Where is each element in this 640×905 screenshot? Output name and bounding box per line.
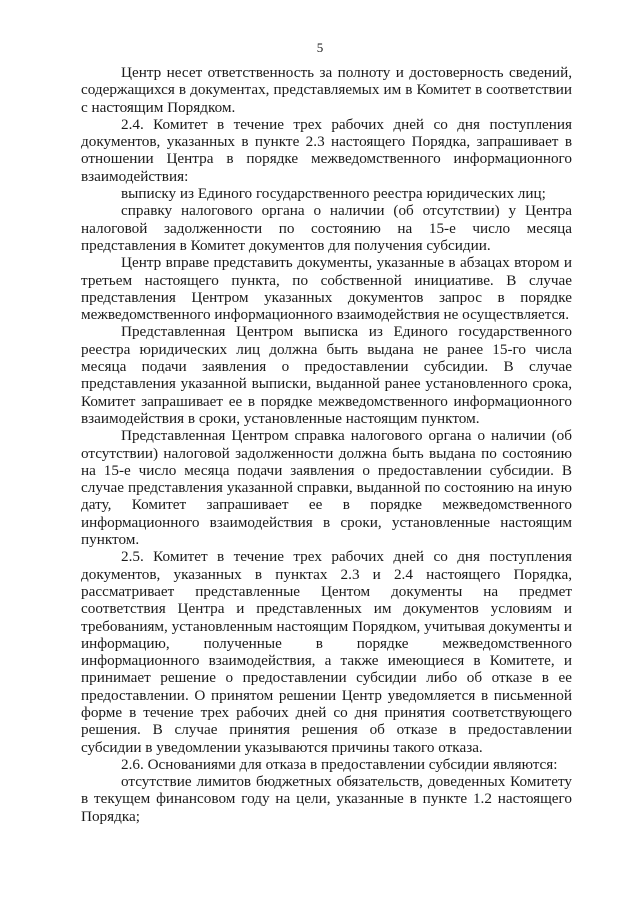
paragraph: Центр несет ответственность за полноту и достоверность сведений, содержащихся в документах, представляемых им в Комитет в соответствии с настоящим Порядком.: [81, 64, 572, 116]
paragraph: Представленная Центром справка налогового органа о наличии (об отсутствии) налоговой задолженности должна быть выдана по состоянию на 15-е число месяца подачи заявления о предоставлении субсидии. В случае представления указанной справки, выданной по состоянию на иную дату, Комитет запрашивает ее в порядке межведомственного информационного взаимодействия в сроки, установленные настоящим пунктом.: [81, 427, 572, 549]
paragraph: выписку из Единого государственного реестра юридических лиц;: [121, 185, 546, 203]
paragraph: Представленная Центром выписка из Единого государственного реестра юридических лиц должна быть выдана не ранее 15-го числа месяца подачи заявления о предоставлении субсидии. В случае представления указанной выписки, выданной ранее установленного срока, Комитет запрашивает ее в порядке межведомственного информационного взаимодействия в сроки, установленные настоящим пунктом.: [81, 323, 572, 427]
paragraph: 2.4. Комитет в течение трех рабочих дней со дня поступления документов, указанных в пункте 2.3 настоящего Порядка, запрашивает в отношении Центра в порядке межведомственного информационного взаимодействия:: [81, 115, 572, 185]
paragraph: справку налогового органа о наличии (об отсутствии) у Центра налоговой задолженности по состоянию на 15-е число месяца представления в Комитет документов для получения субсидии.: [81, 202, 572, 254]
page-number: 5: [316, 40, 324, 55]
paragraph: Центр вправе представить документы, указанные в абзацах втором и третьем настоящего пункта, по собственной инициативе. В случае представления Центром указанных документов запрос в порядке межведомственного информационного взаимодействия не осуществляется.: [81, 254, 572, 324]
paragraph: отсутствие лимитов бюджетных обязательств, доведенных Комитету в текущем финансовом году на цели, указанные в пункте 1.2 настоящего Порядка;: [81, 773, 572, 825]
paragraph: 2.5. Комитет в течение трех рабочих дней со дня поступления документов, указанных в пунктах 2.3 и 2.4 настоящего Порядка, рассматривает представленные Центом документы на предмет соответствия Центра и представленных им документов условиям и требованиям, установленным настоящим Порядком, учитывая документы и информацию, полученные в порядке межведомственного информационного взаимодействия, а также имеющиеся в Комитете, и принимает решение о предоставлении субсидии либо об отказе в ее предоставлении. О принятом решении Центр уведомляется в письменной форме в течение трех рабочих дней со дня принятия соответствующего решения. В случае принятия решения об отказе в предоставлении субсидии в уведомлении указываются причины такого отказа.: [81, 548, 572, 756]
paragraph: 2.6. Основаниями для отказа в предоставлении субсидии являются:: [121, 755, 558, 773]
document-body: [81, 64, 572, 825]
